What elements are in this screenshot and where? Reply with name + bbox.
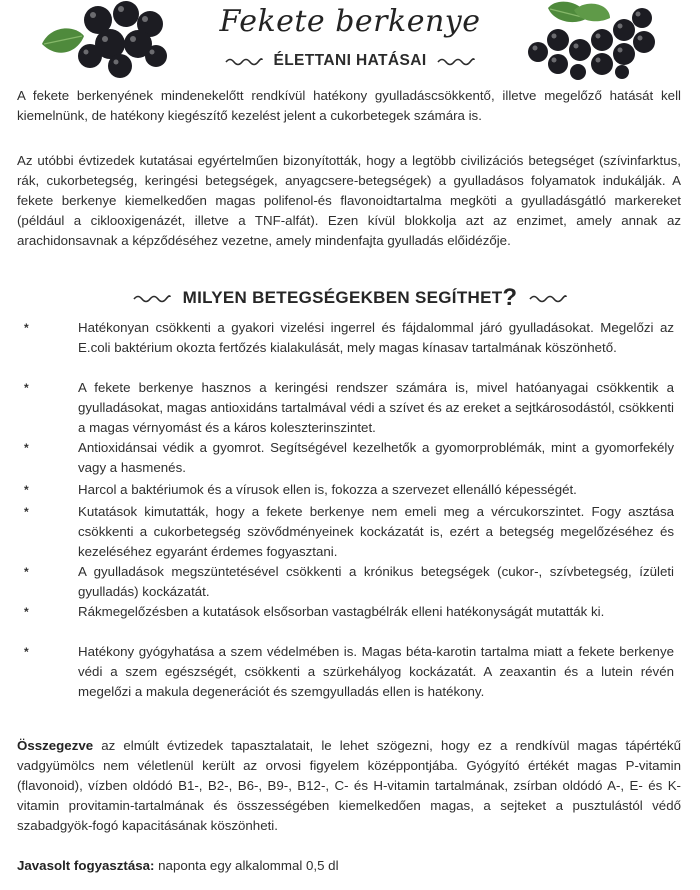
bullet-marker: * — [24, 381, 29, 395]
wave-ornament-icon — [529, 293, 567, 303]
recommended-dose — [17, 856, 339, 876]
wave-ornament-icon — [437, 56, 475, 66]
header — [0, 0, 700, 80]
question-mark: ? — [502, 284, 518, 311]
benefit-text: A gyulladások megszüntetésével csökkenti a krónikus betegségek (cukor-, szívbetegség, ízületi gyulladás) kockázatát. — [78, 564, 674, 599]
benefit-text: Antioxidánsai védik a gyomrot. Segítségével kezelhetők a gyomorproblémák, mint a gyomorfekély vagy a hasmenés. — [78, 440, 674, 475]
section-heading — [183, 284, 518, 312]
aronia-berries-right-icon — [518, 0, 660, 80]
bullet-marker: * — [24, 483, 29, 497]
intro-paragraph-1: A fekete berkenyének mindenekelőtt rendkívül hatékony gyulladáscsökkentő, illetve megelőző hatását kell kiemelnünk, de hatékony kiegészítő kezelést jelent a cukorbetegek számára is. — [17, 88, 681, 123]
wave-ornament-icon — [133, 293, 171, 303]
bullet-marker: * — [24, 321, 29, 335]
benefit-text: A fekete berkenye hasznos a keringési rendszer számára is, mivel hatóanyagai csökkentik a gyulladásokat, magas antioxidáns tartalmával védi a szívet és az ereket a sejtkárosodástól, csökkenti a magas vérnyomást és a káros koleszterinszintet. — [78, 380, 674, 435]
section-heading-row — [0, 284, 700, 312]
bullet-marker: * — [24, 505, 29, 519]
summary-lead: Összegezve — [17, 738, 94, 753]
benefit-text: Hatékonyan csökkenti a gyakori vizelési ingerrel és fájdalommal járó gyulladásokat. Megelőzi az E.coli baktérium okozta fertőzés kialakulását, mely magas kínasav tartalmának köszönhető. — [78, 320, 674, 355]
benefit-text: Harcol a baktériumok és a vírusok ellen is, fokozza a szervezet ellenálló képességét. — [78, 482, 577, 497]
bullet-marker: * — [24, 605, 29, 619]
summary-text: az elmúlt évtizedek tapasztalatait, le lehet szögezni, hogy ez a rendkívül magas tápértékű vadgyümölcs nem véletlenül került az orvosi figyelem középpontjába. Gyógyító értékét magas P-vitamin (flavonoid), vízben oldódó B1-, B2-, B6-, B9-, B12-, C- és H-vitamin tartalmának, zsírban oldódó A-, E- és K-vitamin provitamin-tartalmának és összességében kiemelkedően magas, a sejteket a pusztulástól védő szabadgyök-fogó kapacitásának köszönheti. — [17, 738, 681, 833]
benefit-text: Rákmegelőzésben a kutatások elsősorban vastagbélrák elleni hatékonyságát mutatták ki. — [78, 604, 605, 619]
bullet-marker: * — [24, 441, 29, 455]
page-subtitle: ÉLETTANI HATÁSAI — [273, 52, 427, 69]
recommended-dose-text: naponta egy alkalommal 0,5 dl — [154, 858, 339, 873]
summary-paragraph — [17, 736, 681, 836]
benefit-text: Hatékony gyógyhatása a szem védelmében is. Magas béta-karotin tartalma miatt a fekete berkenye védi a szem egészségét, csökkenti a szürkehályog kockázatát. A zeaxantin és a lutein révén megelőzi a makula degenerációt és szemgyulladás ellen is hatékony. — [78, 644, 674, 699]
page-title: Fekete berkenye — [219, 4, 481, 39]
bullet-marker: * — [24, 565, 29, 579]
bullet-marker: * — [24, 645, 29, 659]
intro-paragraph-2: Az utóbbi évtizedek kutatásai egyértelműen bizonyították, hogy a legtöbb civilizációs betegséget (szívinfarktus, rák, cukorbetegség, keringési betegségek, anyagcsere-betegségek) a gyulladásos folyamatok indukálják. A fekete berkenye kiemelkedően magas polifenol-és flavonoidtartalma megköti a gyulladásgátló markereket (például a ciklooxigenázét, illetve a TNF-alfát). Ezen kívül blokkolja azt az enzimet, amely annak az arachidonsavnak a képződéséhez vezetne, amely mindenfajta gyulladás előidézője. — [17, 153, 681, 248]
benefit-text: Kutatások kimutatták, hogy a fekete berkenye nem emeli meg a vércukorszintet. Fogy asztása csökkenti a cukorbetegség szövődményeinek kockázatát is, ezért a betegség megelőzéséhez és kezeléséhez egyaránt érdemes fogyasztani. — [78, 504, 674, 559]
recommended-dose-label: Javasolt fogyasztása: — [17, 858, 155, 873]
wave-ornament-icon — [225, 56, 263, 66]
section-heading-text: MILYEN BETEGSÉGEKBEN SEGÍTHET — [182, 288, 503, 307]
